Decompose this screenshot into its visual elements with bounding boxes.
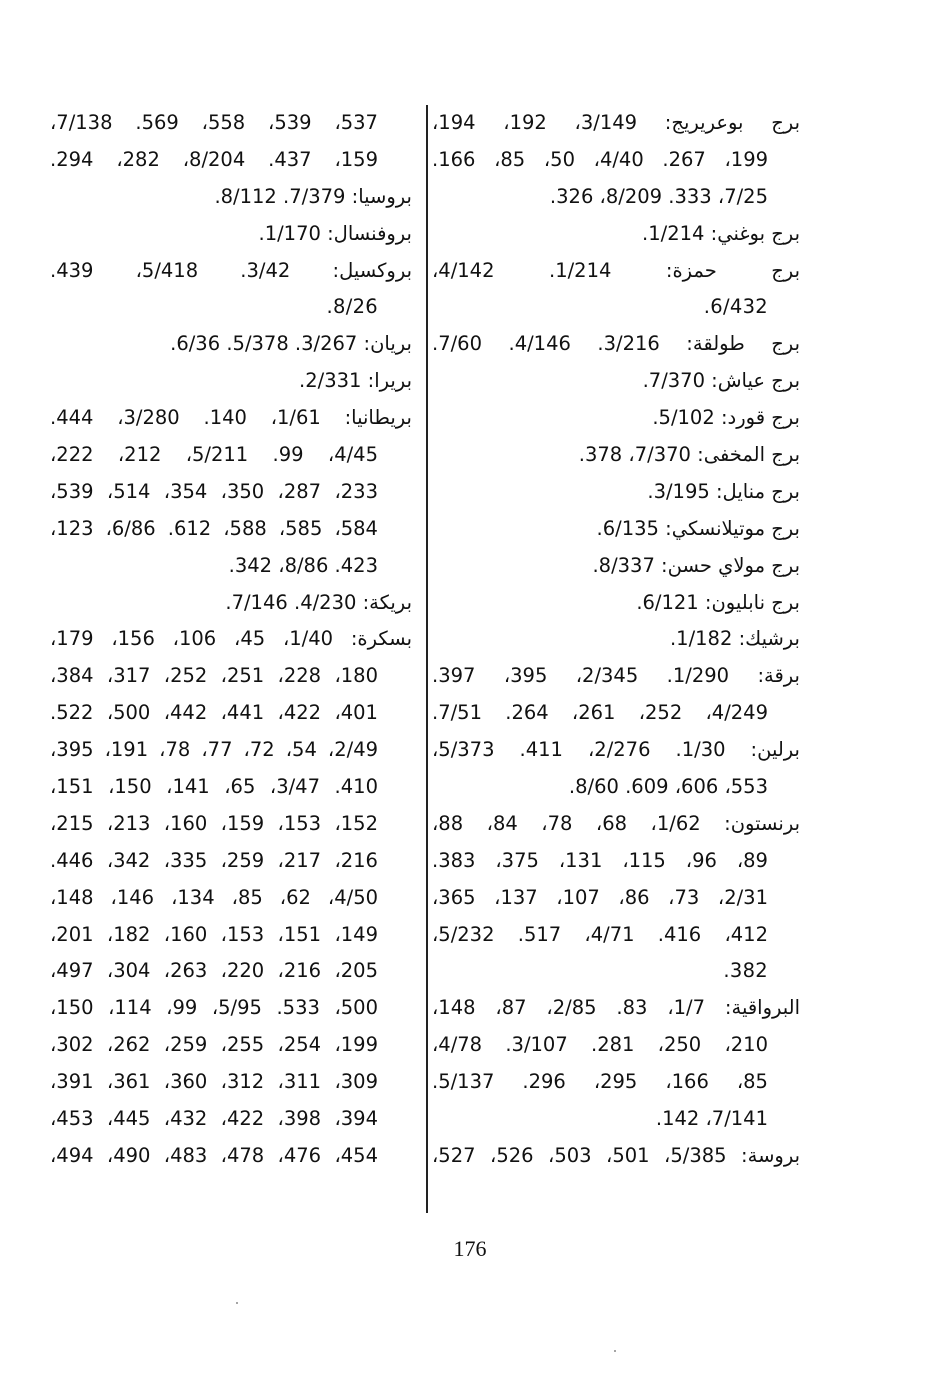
index-line: برج المخفى: 7/370، 378.	[578, 443, 800, 467]
index-line: برج قورد: 5/102.	[652, 406, 800, 430]
index-line: بروسة: 5/385، 501، 503، 526، 527،	[432, 1143, 800, 1167]
index-line: 382.	[723, 959, 768, 983]
index-line: 210، 250، 281. 3/107. 4/78،	[432, 1033, 768, 1057]
index-line: برشيك: 1/182.	[669, 627, 800, 651]
index-line: 233، 287، 350، 354، 514، 539،	[50, 479, 378, 503]
index-line: بسكرة: 1/40، 45، 106، 156، 179،	[50, 627, 412, 651]
index-line: برج طولقة: 3/216. 4/146. 7/60.	[432, 332, 800, 356]
index-line: بروفنسال: 1/170.	[258, 221, 412, 245]
index-line: بروسيا: 7/379. 8/112.	[214, 184, 412, 208]
index-line: 410. 3/47، 65، 141، 150، 151،	[50, 775, 378, 799]
index-line: بريرا: 2/331.	[299, 369, 412, 393]
index-line: 4/249، 252، 261، 264. 7/51.	[432, 701, 768, 725]
index-line: 401، 422، 441، 442، 500، 522.	[50, 701, 378, 725]
column-divider	[426, 105, 428, 1213]
index-line: برج حمزة: 1/214. 4/142،	[432, 258, 800, 282]
index-line: 199، 254، 255، 259، 262، 302،	[50, 1033, 378, 1057]
index-column-left	[50, 105, 412, 1175]
index-line: 180، 228، 251، 252، 317، 384،	[50, 664, 378, 688]
index-line: 152، 153، 159، 160، 213، 215،	[50, 811, 378, 835]
index-line: 309، 311، 312، 360، 361، 391،	[50, 1070, 378, 1094]
index-line: برج نابليون: 6/121.	[636, 590, 800, 614]
index-line: برج مولاي حسن: 8/337.	[592, 553, 800, 577]
index-line: البرواقية: 1/7، 83. 2/85، 87، 148،	[432, 996, 800, 1020]
scan-speck	[614, 1350, 616, 1352]
index-line: 500، 533. 5/95، 99، 114، 150،	[50, 996, 378, 1020]
scan-speck	[236, 1302, 238, 1304]
index-line: 7/141، 142.	[655, 1107, 768, 1131]
index-line: برنستون: 1/62، 68، 78، 84، 88،	[432, 811, 800, 835]
index-line: 2/31، 73، 86، 107، 137، 365،	[432, 885, 768, 909]
index-line: 159، 437. 8/204، 282، 294.	[50, 147, 378, 171]
index-line: برج بوغني: 1/214.	[642, 221, 800, 245]
index-line: بروكسيل: 3/42. 5/418، 439.	[50, 258, 412, 282]
index-line: 205، 216، 220، 263، 304، 497،	[50, 959, 378, 983]
index-line: 537، 539، 558، 569. 7/138،	[50, 111, 378, 134]
index-line: برج عياش: 7/370.	[642, 369, 800, 393]
index-line: 7/25، 333. 8/209، 326.	[549, 184, 768, 208]
index-line: برج موتيلانسكي: 6/135.	[596, 516, 800, 540]
index-line: 85، 166، 295، 296. 5/137.	[432, 1070, 768, 1094]
index-line: 423. 8/86، 342.	[228, 553, 378, 577]
index-line: 394، 398، 422، 432، 445، 453،	[50, 1107, 378, 1131]
index-line: 8/26.	[326, 295, 378, 319]
index-line: 454، 476، 478، 483، 490، 494،	[50, 1143, 378, 1167]
index-line: 149، 151، 153، 160، 182، 201،	[50, 922, 378, 946]
index-line: بريكة: 4/230. 7/146.	[225, 590, 412, 614]
index-line: 89، 96، 115، 131، 375، 383.	[432, 848, 768, 872]
index-line: 6/432.	[703, 295, 768, 319]
index-line: 4/50، 62، 85، 134، 146، 148،	[50, 885, 378, 909]
index-line: 4/45، 99. 5/211، 212، 222،	[50, 443, 378, 467]
index-line: برج منايل: 3/195.	[647, 479, 800, 503]
index-line: 412، 416. 4/71، 517. 5/232،	[432, 922, 768, 946]
index-line: بريان: 3/267. 5/378. 6/36.	[170, 332, 412, 356]
index-line: برج بوعريريج: 3/149، 192، 194،	[432, 111, 800, 134]
index-line: بريطانيا: 1/61، 140. 3/280، 444.	[50, 406, 412, 430]
index-column-right	[432, 105, 800, 1175]
index-line: 199، 267. 4/40، 50، 85، 166.	[432, 147, 768, 171]
index-line: 584، 585، 588، 612. 6/86، 123،	[50, 516, 378, 540]
index-line: 216، 217، 259، 335، 342، 446.	[50, 848, 378, 872]
index-line: 553، 606، 609. 8/60.	[568, 775, 768, 799]
index-line: برقة: 1/290. 2/345، 395، 397.	[432, 664, 800, 688]
index-line: برلين: 1/30. 2/276، 411. 5/373،	[432, 738, 800, 762]
index-line: 2/49، 54، 72، 77، 78، 191، 395،	[50, 738, 378, 762]
page-number: 176	[453, 1236, 487, 1261]
